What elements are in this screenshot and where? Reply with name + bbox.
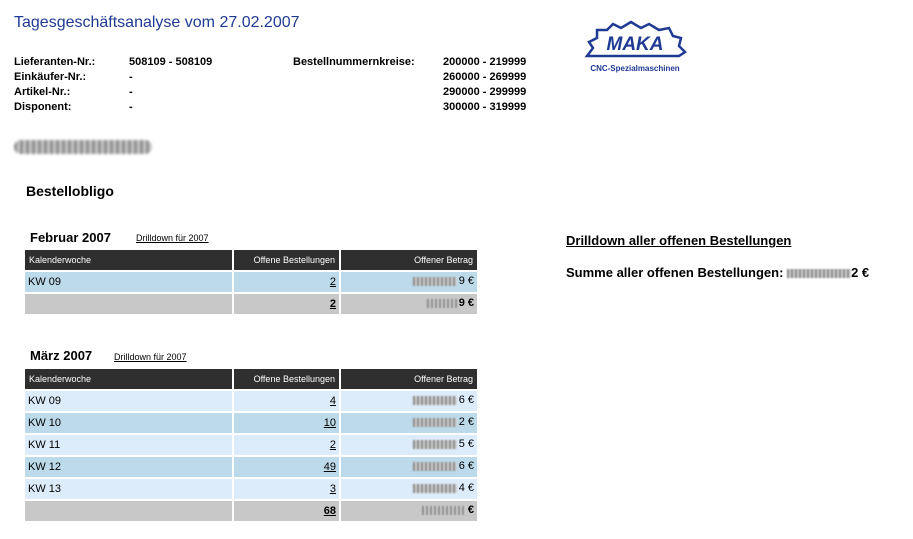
total-sum: [566, 265, 869, 280]
redacted-amount: [413, 484, 457, 493]
redacted-amount: [413, 277, 457, 286]
table-mar: [23, 367, 479, 523]
total-sum-suffix: 2 €: [851, 265, 870, 280]
redacted-amount: [787, 269, 851, 278]
info-value: -: [129, 71, 133, 83]
col-header-amount: Offener Betrag: [341, 369, 477, 389]
orders-total-link[interactable]: 68: [323, 505, 336, 517]
week-cell: KW 13: [25, 479, 232, 499]
redacted-amount: [422, 506, 466, 515]
table-row: KW 09 4 6 €: [25, 391, 477, 411]
info-label: Lieferanten-Nr.:: [14, 56, 96, 68]
total-row: 68 €: [25, 501, 477, 521]
redacted-name: [14, 140, 152, 154]
orders-link[interactable]: 3: [329, 483, 336, 495]
page-title: Tagesgeschäftsanalyse vom 27.02.2007: [14, 14, 300, 31]
order-range: 290000 - 299999: [443, 86, 527, 98]
week-cell: KW 10: [25, 413, 232, 433]
week-cell: KW 09: [25, 272, 232, 292]
col-header-orders: Offene Bestellungen: [234, 250, 339, 270]
maka-logo-mark: [583, 20, 687, 62]
table-row: KW 11 2 5 €: [25, 435, 477, 455]
info-value: -: [129, 101, 133, 113]
redacted-amount: [413, 462, 457, 471]
redacted-amount: [413, 396, 457, 405]
month-title-feb: Februar 2007: [30, 230, 111, 245]
week-cell: KW 11: [25, 435, 232, 455]
order-range: 200000 - 219999: [443, 56, 527, 68]
info-label: Einkäufer-Nr.:: [14, 71, 87, 83]
week-cell: KW 12: [25, 457, 232, 477]
col-header-week: Kalenderwoche: [25, 369, 232, 389]
total-sum-label: Summe aller offenen Bestellungen:: [566, 265, 784, 280]
col-header-orders: Offene Bestellungen: [234, 369, 339, 389]
orders-link[interactable]: 2: [329, 439, 336, 451]
logo-wordmark: MAKA: [606, 34, 664, 55]
orders-link[interactable]: 2: [329, 276, 336, 288]
month-title-mar: März 2007: [30, 348, 93, 363]
table-feb: [23, 248, 479, 316]
info-values: [129, 55, 212, 115]
info-value: -: [129, 86, 133, 98]
redacted-amount: [413, 418, 457, 427]
orders-total-link[interactable]: 2: [329, 298, 336, 310]
table-row: KW 09 2 9 €: [25, 272, 477, 292]
order-ranges: [443, 55, 526, 115]
info-value: 508109 - 508109: [129, 56, 213, 68]
table-row: KW 10 10 2 €: [25, 413, 477, 433]
orders-link[interactable]: 10: [323, 417, 336, 429]
order-range: 300000 - 319999: [443, 101, 527, 113]
info-labels: [14, 55, 95, 115]
week-cell: KW 09: [25, 391, 232, 411]
redacted-amount: [427, 299, 457, 308]
order-range-label: Bestellnummernkreise:: [293, 56, 415, 68]
total-row: 2 9 €: [25, 294, 477, 314]
orders-link[interactable]: 49: [323, 461, 336, 473]
order-range: 260000 - 269999: [443, 71, 527, 83]
redacted-amount: [413, 440, 457, 449]
table-row: KW 12 49 6 €: [25, 457, 477, 477]
table-row: KW 13 3 4 €: [25, 479, 477, 499]
drilldown-all-link[interactable]: Drilldown aller offenen Bestellungen: [566, 233, 792, 248]
info-label: Disponent:: [14, 101, 72, 113]
drilldown-link-mar[interactable]: Drilldown für 2007: [114, 352, 187, 362]
drilldown-link-feb[interactable]: Drilldown für 2007: [136, 233, 209, 243]
col-header-amount: Offener Betrag: [341, 250, 477, 270]
maka-logo: [583, 20, 687, 76]
info-label: Artikel-Nr.:: [14, 86, 71, 98]
logo-subtitle: CNC-Spezialmaschinen: [590, 64, 680, 73]
orders-link[interactable]: 4: [329, 395, 336, 407]
section-title: Bestellobligo: [26, 183, 114, 199]
col-header-week: Kalenderwoche: [25, 250, 232, 270]
